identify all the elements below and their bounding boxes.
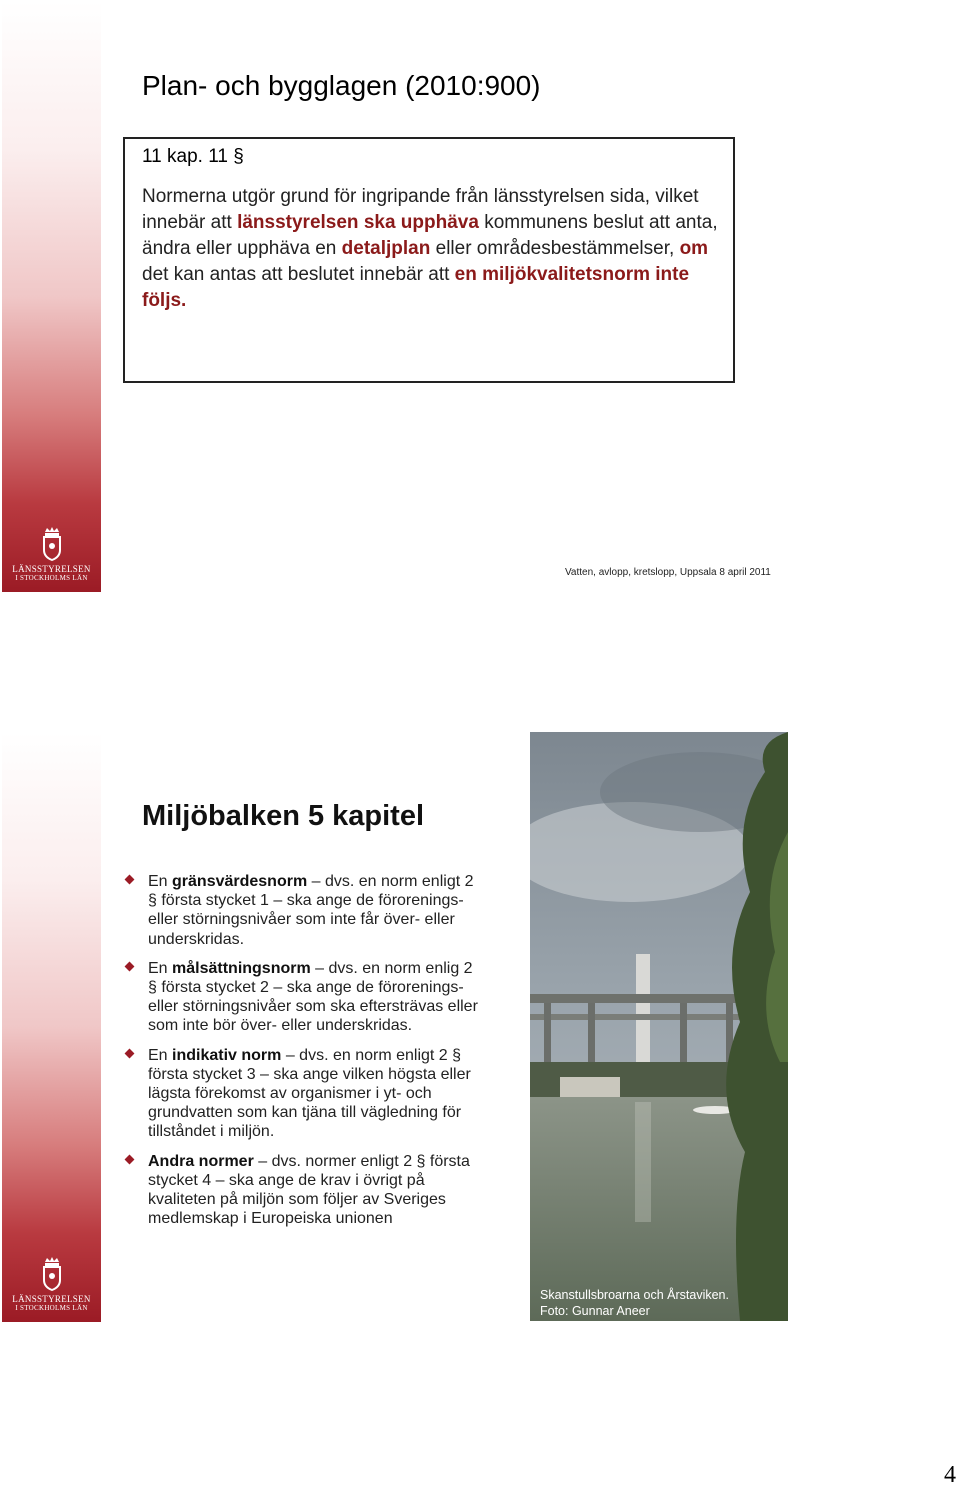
brand-band-bottom [2, 732, 101, 1322]
norm-description: – dvs. en norm enlig 2 § första stycket 2 – ska ange de förorenings- eller störningsnivåer som ska eftersträvas eller som inte bör över- eller underskridas. [148, 959, 478, 1035]
bridge-photo [530, 732, 788, 1321]
brand-logo [2, 1256, 101, 1326]
paragraph-text: eller områdesbestämmelser, [430, 238, 680, 259]
brand-band-top [2, 2, 101, 592]
slide1-title: Plan- och bygglagen (2010:900) [142, 70, 541, 101]
caption-line: Skanstullsbroarna och Årstaviken. [540, 1288, 729, 1302]
brand-region: I STOCKHOLMS LÄN [15, 1304, 88, 1312]
photo-credit: Foto: Gunnar Aneer [540, 1304, 650, 1318]
norm-description: – dvs. en norm enligt 2 § första stycket 3 – ska ange vilken högsta eller lägsta förekomst av organismer i yt- och grundvatten som kan tjäna till vägledning för tillståndet i miljön. [148, 1046, 471, 1141]
brand-name: LÄNSSTYRELSEN [12, 1294, 91, 1304]
norm-paragraph [142, 184, 732, 314]
norm-list-item [124, 1152, 484, 1229]
section-reference: 11 kap. 11 § [142, 146, 244, 167]
paragraph-text: Normerna utgör grund för ingripande från länsstyrelsen sida, vilket innebär att [142, 186, 699, 233]
slide2-title: Miljöbalken 5 kapitel [142, 800, 425, 832]
highlight-text: länsstyrelsen ska upphäva [237, 212, 479, 233]
norm-list-item [124, 1046, 484, 1142]
diamond-bullet-icon [125, 1048, 135, 1058]
paragraph-text: kommunens beslut att anta, ändra eller upphäva en [142, 212, 718, 259]
page-number: 4 [944, 1462, 956, 1488]
item-prefix: En [148, 873, 173, 890]
norm-list [124, 872, 484, 1238]
diamond-bullet-icon [125, 875, 135, 885]
paragraph-text: det kan antas att beslutet innebär att [142, 264, 455, 285]
norm-term: målsättningsnorm [172, 959, 311, 977]
norm-description: – dvs. en norm enligt 2 § första stycket 1 – ska ange de förorenings- eller störningsnivåer som inte får över- eller underskridas. [148, 873, 474, 948]
norm-list-item [124, 872, 484, 949]
norm-term: gränsvärdesnorm [172, 873, 308, 890]
item-prefix: En [148, 959, 173, 977]
brand-logo [2, 526, 101, 596]
brand-name: LÄNSSTYRELSEN [12, 564, 91, 574]
norm-term: Andra normer [148, 1152, 254, 1170]
highlight-text: detaljplan [341, 238, 431, 259]
norm-list-item [124, 959, 484, 1036]
crown-crest-icon [37, 526, 67, 562]
crown-crest-icon [37, 1256, 67, 1292]
norm-description: – dvs. normer enligt 2 § första stycket 4 – ska ange de krav i övrigt på kvaliteten på miljön som följer av Sveriges medlemskap i Europeiska unionen [148, 1152, 470, 1228]
highlight-text: om [679, 238, 709, 259]
norm-term: indikativ norm [172, 1046, 282, 1064]
photo-caption [540, 1287, 729, 1319]
item-prefix: En [148, 1046, 173, 1064]
highlight-text: en miljökvalitetsnorm inte följs. [142, 264, 690, 311]
diamond-bullet-icon [125, 961, 135, 971]
brand-region: I STOCKHOLMS LÄN [15, 574, 88, 582]
diamond-bullet-icon [125, 1154, 135, 1164]
slide1-footer: Vatten, avlopp, kretslopp, Uppsala 8 april 2011 [565, 567, 771, 578]
